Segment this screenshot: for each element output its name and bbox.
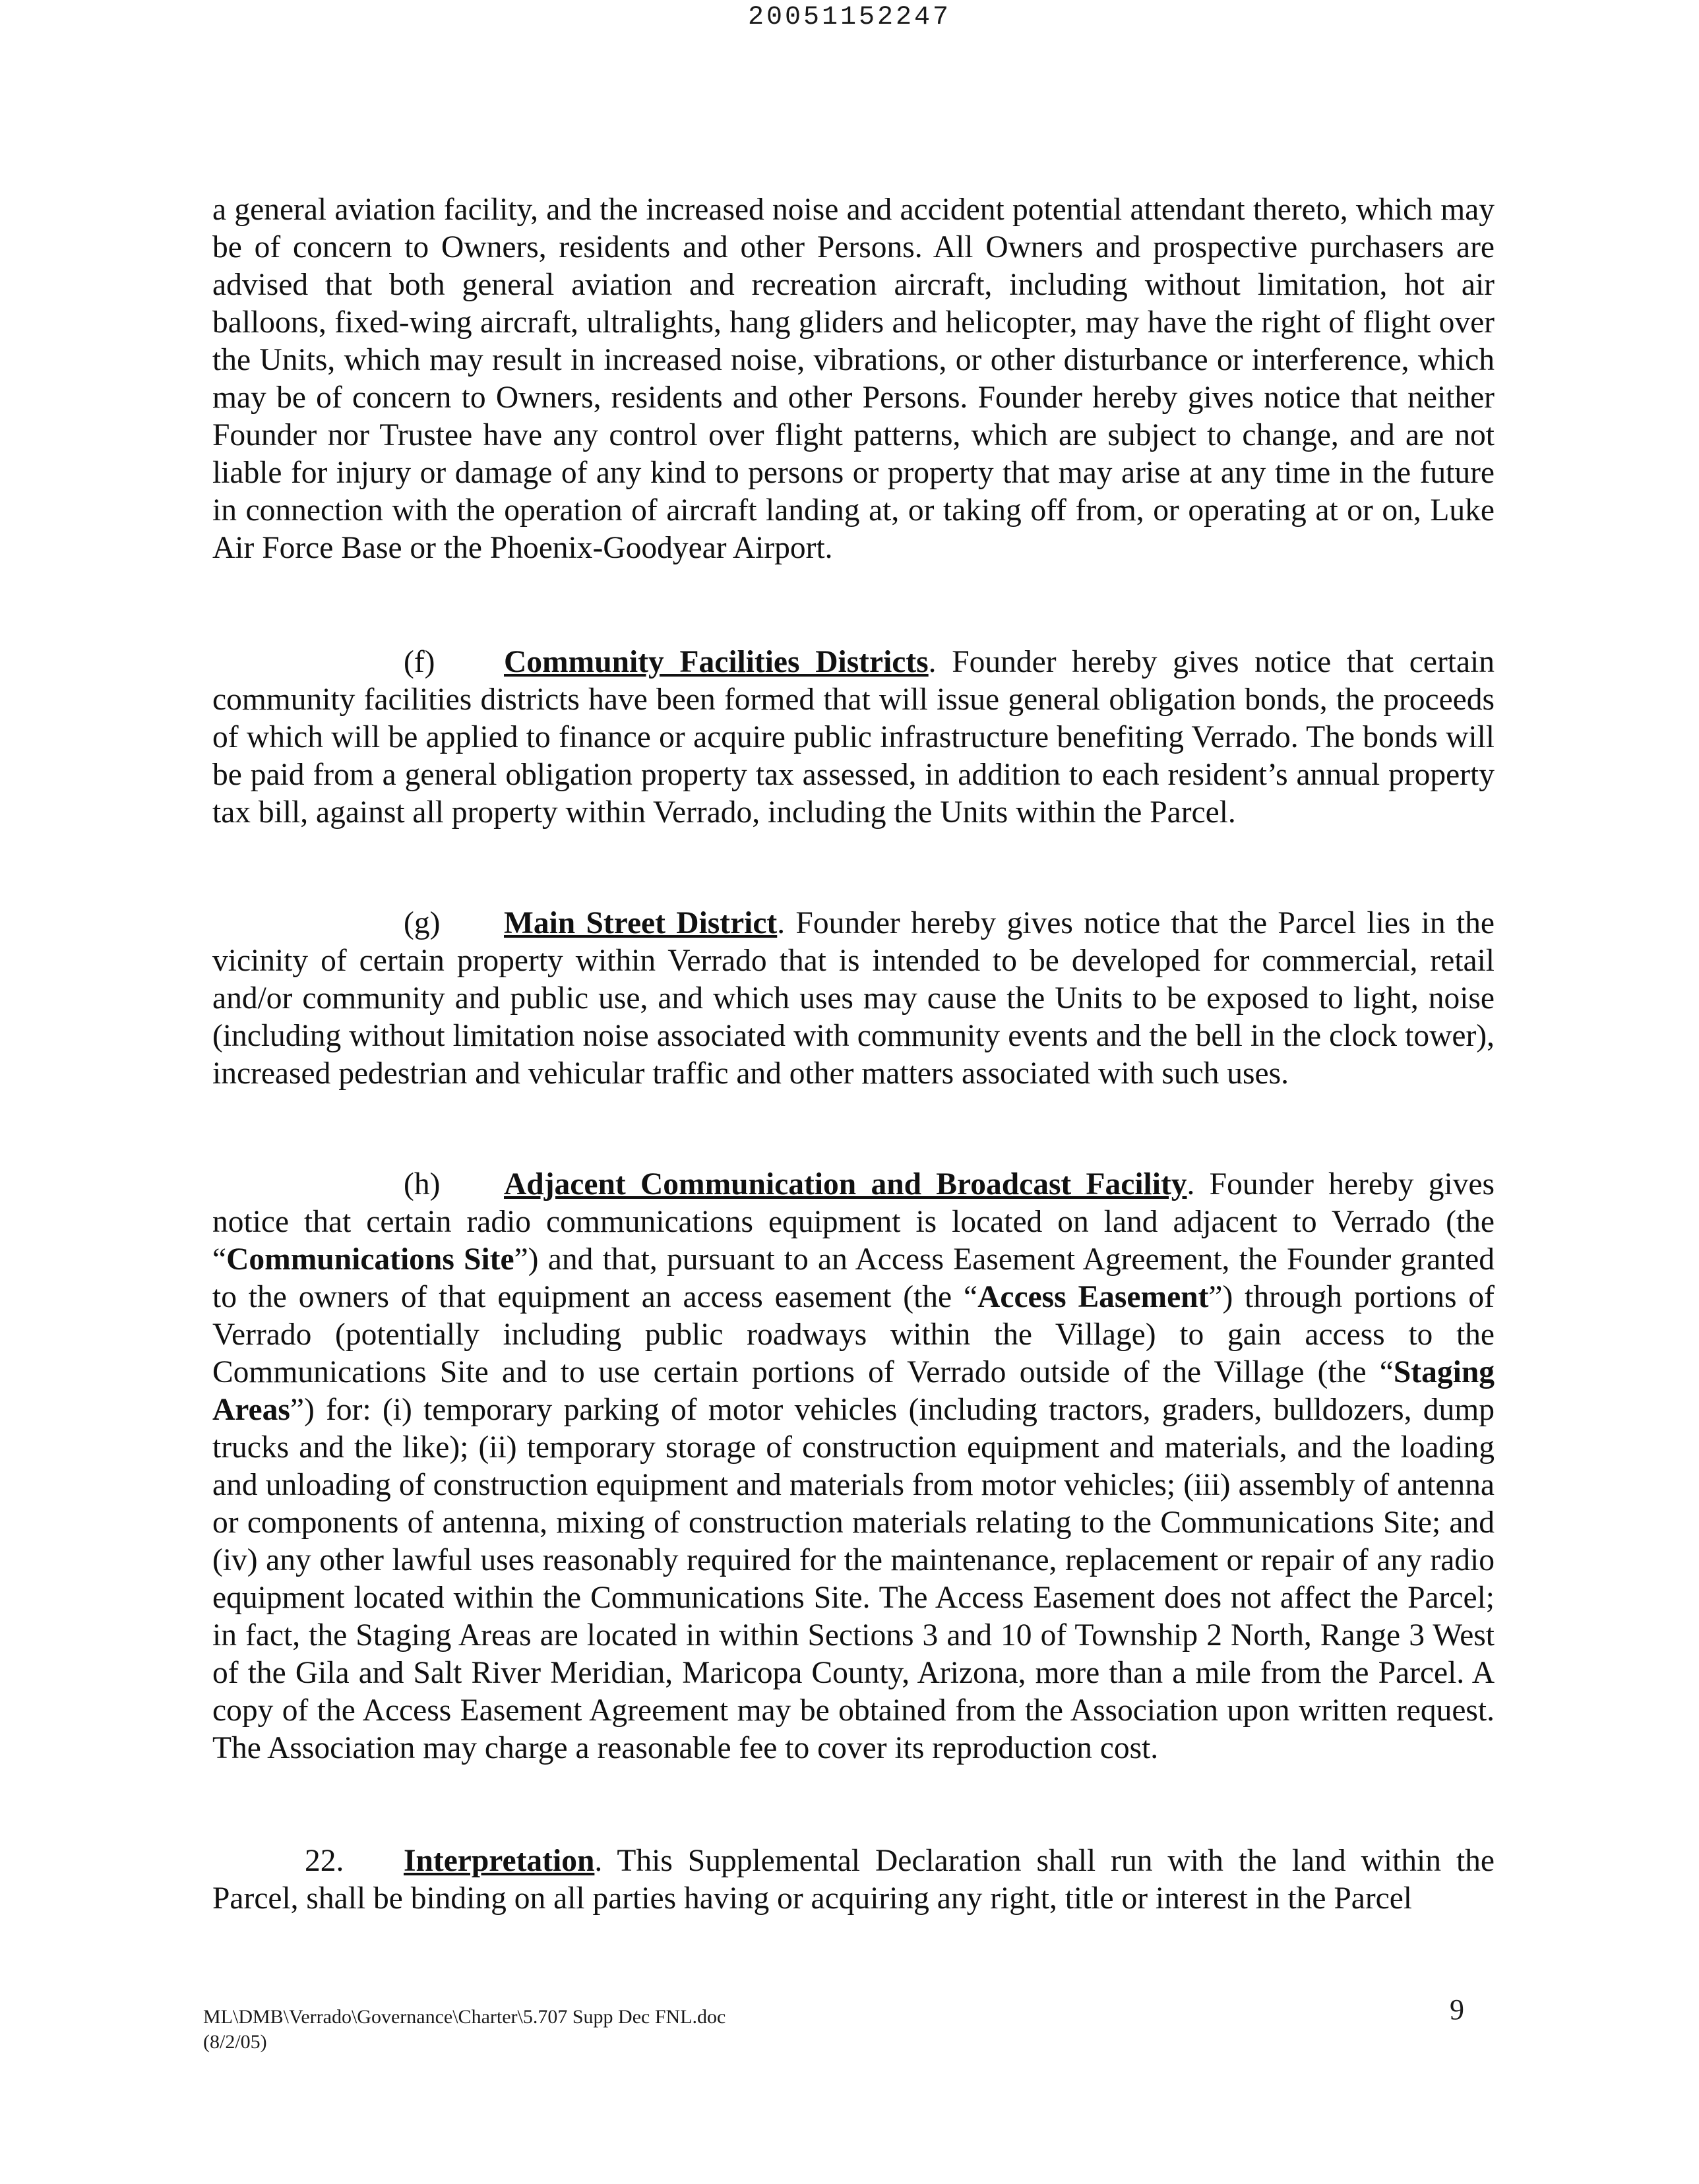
paragraph-h-text-1: . Founder hereby gives notice that certain radio communications equipment is located on land adjacent to Verrado (the “ (212, 1167, 1495, 1277)
heading-interpretation: Interpretation (404, 1844, 595, 1878)
paragraph-h-text-2: ”) and that, pursuant to an Access Easement Agreement, the Founder granted to the owners of that equipment an access easement (the “ (212, 1242, 1495, 1314)
footer-file-path: ML\DMB\Verrado\Governance\Charter\5.707 Supp Dec FNL.doc (203, 2006, 726, 2028)
item-label-h: (h) (404, 1167, 441, 1201)
paragraph-f-community-facilities-districts (212, 644, 1495, 832)
paragraph-h-text-3: ”) through portions of Verrado (potentially including public roadways within the Village) to gain access to the Communications Site and to use certain portions of Verrado outside of the Village (the “ (212, 1280, 1495, 1389)
item-label-f: (f) (404, 645, 435, 679)
recording-number: 20051152247 (747, 3, 952, 32)
defined-term-access-easement: Access Easement (977, 1280, 1209, 1314)
section-number-22: 22. (305, 1844, 344, 1878)
section-22-body: . This Supplemental Declaration shall run with the land within the Parcel, shall be binding on all parties having or acquiring any right, title or interest in the Parcel (212, 1844, 1495, 1916)
paragraph-aviation-continued: a general aviation facility, and the increased noise and accident potential attendant thereto, which may be of concern to Owners, residents and other Persons. All Owners and prospective purchasers are advised that both general aviation and recreation aircraft, including without limitation, hot air balloons, fixed-wing aircraft, ultralights, hang gliders and helicopter, may have the right of flight over the Units, which may result in increased noise, vibrations, or other disturbance or interference, which may be of concern to Owners, residents and other Persons. Founder hereby gives notice that neither Founder nor Trustee have any control over flight patterns, which are subject to change, and are not liable for injury or damage of any kind to persons or property that may arise at any time in the future in connection with the operation of aircraft landing at, or taking off from, or operating at or on, Luke Air Force Base or the Phoenix-Goodyear Airport. (212, 193, 1495, 565)
defined-term-communications-site: Communications Site (226, 1242, 514, 1277)
heading-main-street-district: Main Street District (504, 906, 778, 940)
defined-term-staging-areas: Staging Areas (212, 1355, 1495, 1427)
footer-date: (8/2/05) (203, 2031, 267, 2053)
paragraph-g-body: . Founder hereby gives notice that the Parcel lies in the vicinity of certain property within Verrado that is intended to be developed for commercial, retail and/or community and public use, and which uses may cause the Units to be exposed to light, noise (including without limitation noise associated with community events and the bell in the clock tower), increased pedestrian and vehicular traffic and other matters associated with such uses. (212, 906, 1495, 1091)
paragraph-g-main-street-district (212, 905, 1495, 1093)
heading-adjacent-communication-facility: Adjacent Communication and Broadcast Facility (504, 1167, 1187, 1201)
paragraph-h-text-4: ”) for: (i) temporary parking of motor vehicles (including tractors, graders, bulldozers, dump trucks and the like); (ii) temporary storage of construction equipment and materials, and the loading and unloading of construction equipment and materials from motor vehicles; (iii) assembly of antenna or components of antenna, mixing of construction materials relating to the Communications Site; and (iv) any other lawful uses reasonably required for the maintenance, replacement or repair of any radio equipment located within the Communications Site. The Access Easement does not affect the Parcel; in fact, the Staging Areas are located in within Sections 3 and 10 of Township 2 North, Range 3 West of the Gila and Salt River Meridian, Maricopa County, Arizona, more than a mile from the Parcel. A copy of the Access Easement Agreement may be obtained from the Association upon written request. The Association may charge a reasonable fee to cover its reproduction cost. (212, 1393, 1495, 1765)
footer-document-reference (203, 2005, 726, 2055)
section-22-interpretation (212, 1842, 1495, 1918)
paragraph-h-communication-facility (212, 1166, 1495, 1767)
heading-community-facilities-districts: Community Facilities Districts (504, 645, 929, 679)
item-label-g: (g) (404, 906, 441, 940)
page-number: 9 (1450, 1993, 1464, 2026)
paragraph-f-body: . Founder hereby gives notice that certain community facilities districts have been formed that will issue general obligation bonds, the proceeds of which will be applied to finance or acquire public infrastructure benefiting Verrado. The bonds will be paid from a general obligation property tax assessed, in addition to each resident’s annual property tax bill, against all property within Verrado, including the Units within the Parcel. (212, 645, 1495, 830)
